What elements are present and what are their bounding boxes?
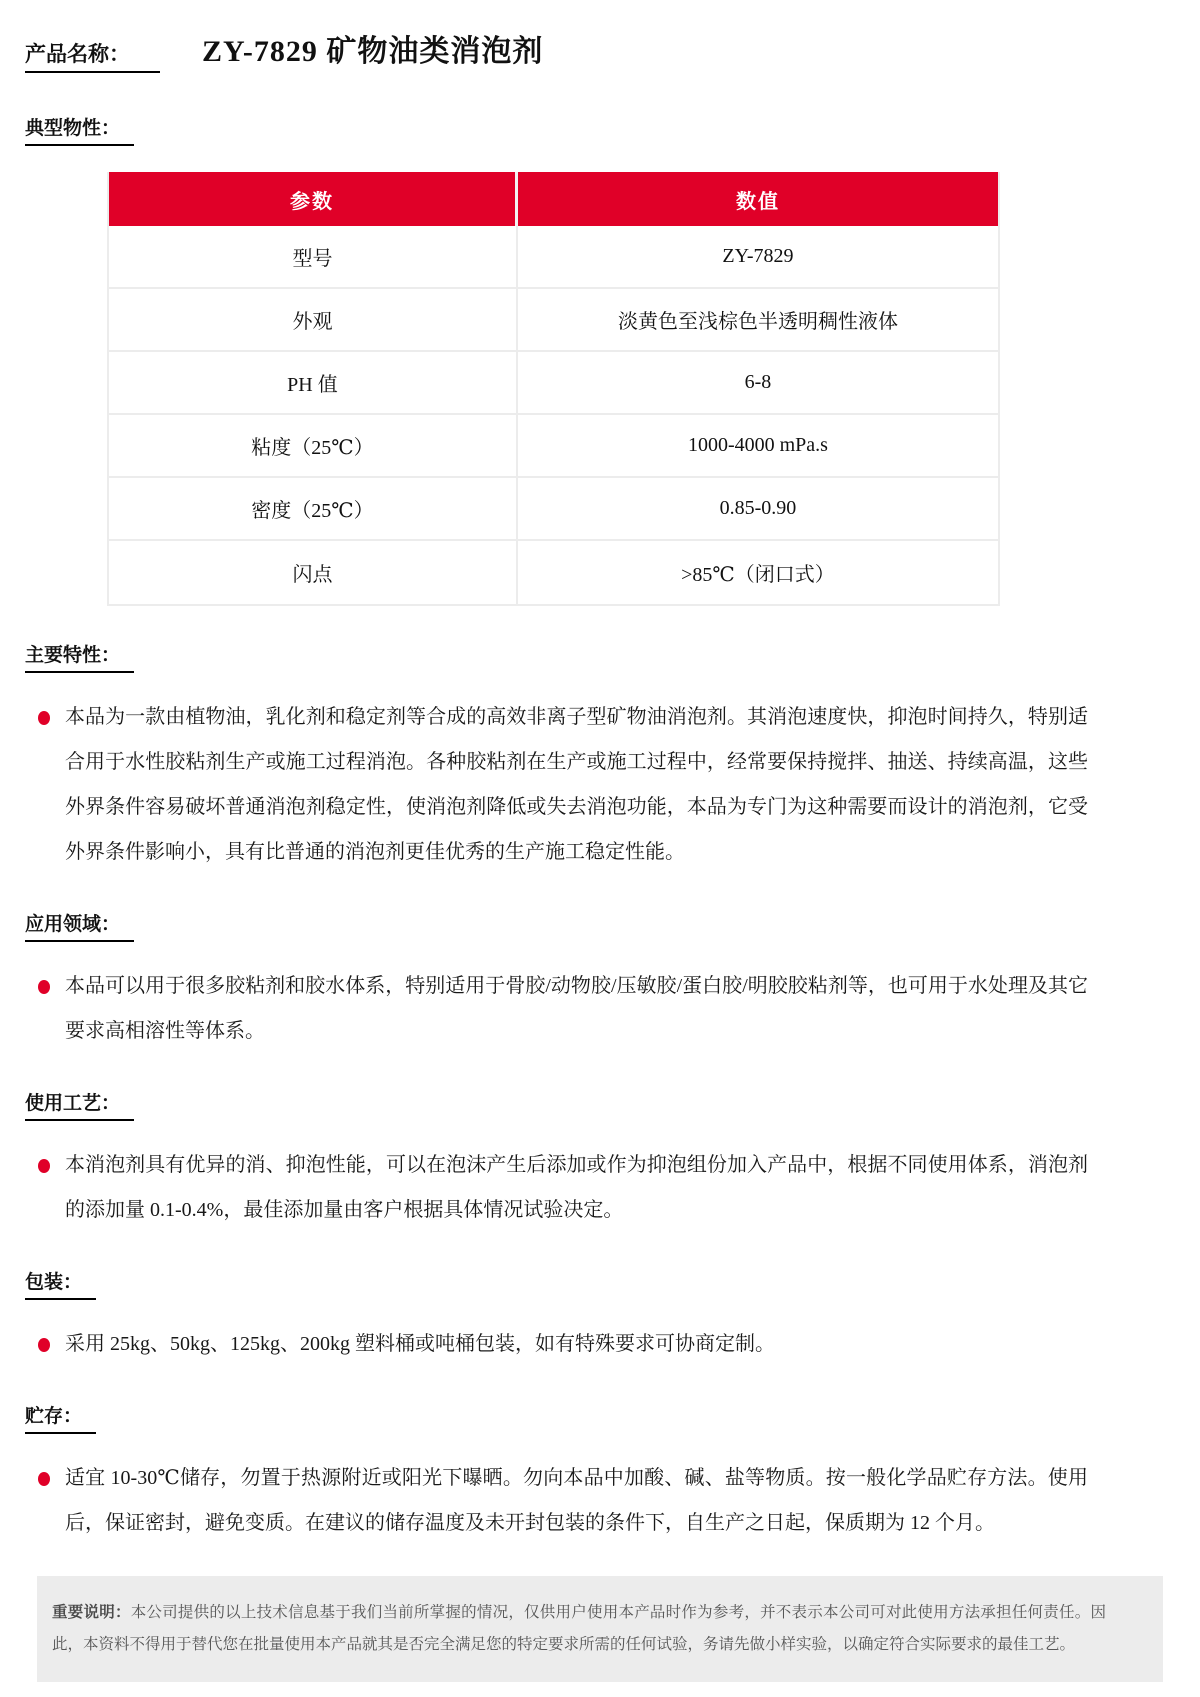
section-heading-packaging bbox=[25, 1267, 1200, 1300]
bullet-item bbox=[38, 1322, 1088, 1367]
product-label: 产品名称： bbox=[25, 38, 160, 73]
bullet-item bbox=[38, 1456, 1088, 1546]
bullet-text: 本品为一款由植物油，乳化剂和稳定剂等合成的高效非离子型矿物油消泡剂。其消泡速度快，抑泡时间持久，特别适合用于水性胶粘剂生产或施工过程消泡。各种胶粘剂在生产或施工过程中，经常要保持搅拌、抽送、持续高温，这些外界条件容易破坏普通消泡剂稳定性，使消泡剂降低或失去消泡功能，本品为专门为这种需要而设计的消泡剂，它受外界条件影响小，具有比普通的消泡剂更佳优秀的生产施工稳定性能。 bbox=[65, 706, 1088, 863]
bullet-item bbox=[38, 1143, 1088, 1233]
section-heading-main-features bbox=[25, 640, 1200, 673]
bullet-text: 适宜 10-30℃储存，勿置于热源附近或阳光下曝晒。勿向本品中加酸、碱、盐等物质。按一般化学品贮存方法。使用后，保证密封，避免变质。在建议的储存温度及未开封包装的条件下，自生产之日起，保质期为 12 个月。 bbox=[65, 1467, 1088, 1534]
bullet-text: 本品可以用于很多胶粘剂和胶水体系，特别适用于骨胶/动物胶/压敏胶/蛋白胶/明胶胶粘剂等，也可用于水处理及其它要求高相溶性等体系。 bbox=[65, 975, 1088, 1042]
bullet-dot-icon bbox=[38, 711, 50, 725]
table-cell-param: 粘度（25℃） bbox=[109, 415, 518, 478]
bullet-item bbox=[38, 964, 1088, 1054]
section-heading-label: 包装： bbox=[25, 1267, 96, 1300]
table-row bbox=[109, 415, 998, 478]
table-cell-value: 1000-4000 mPa.s bbox=[518, 415, 998, 478]
bullet-item bbox=[38, 695, 1088, 875]
bullet-dot-icon bbox=[38, 1472, 50, 1486]
properties-table bbox=[107, 172, 1000, 606]
bullet-dot-icon bbox=[38, 1338, 50, 1352]
table-cell-param: PH 值 bbox=[109, 352, 518, 415]
table-cell-value: 淡黄色至浅棕色半透明稠性液体 bbox=[518, 289, 998, 352]
section-heading-applications bbox=[25, 909, 1200, 942]
important-note-label: 重要说明： bbox=[52, 1604, 131, 1621]
section-heading-label: 主要特性： bbox=[25, 640, 134, 673]
section-heading-usage bbox=[25, 1088, 1200, 1121]
table-row bbox=[109, 541, 998, 604]
table-row bbox=[109, 226, 998, 289]
section-heading-storage bbox=[25, 1401, 1200, 1434]
section-heading-label: 典型物性： bbox=[25, 113, 134, 146]
section-heading-label: 使用工艺： bbox=[25, 1088, 134, 1121]
table-cell-param: 闪点 bbox=[109, 541, 518, 604]
bullet-dot-icon bbox=[38, 1159, 50, 1173]
table-cell-value: ZY-7829 bbox=[518, 226, 998, 289]
title-row bbox=[25, 26, 1200, 73]
bullet-text: 本消泡剂具有优异的消、抑泡性能，可以在泡沫产生后添加或作为抑泡组份加入产品中，根据不同使用体系，消泡剂的添加量 0.1-0.4%，最佳添加量由客户根据具体情况试验决定。 bbox=[65, 1154, 1088, 1221]
bullet-dot-icon bbox=[38, 980, 50, 994]
table-header-row bbox=[109, 172, 998, 226]
section-heading-typical-properties bbox=[25, 113, 1200, 146]
table-row bbox=[109, 352, 998, 415]
table-header-value: 数值 bbox=[518, 172, 998, 226]
table-cell-param: 外观 bbox=[109, 289, 518, 352]
product-name: ZY-7829 矿物油类消泡剂 bbox=[202, 35, 544, 68]
table-cell-value: 6-8 bbox=[518, 352, 998, 415]
table-row bbox=[109, 289, 998, 352]
important-note-text: 本公司提供的以上技术信息基于我们当前所掌握的情况，仅供用户使用本产品时作为参考，并不表示本公司可对此使用方法承担任何责任。因此，本资料不得用于替代您在批量使用本产品就其是否完全满足您的特定要求所需的任何试验，务请先做小样实验，以确定符合实际要求的最佳工艺。 bbox=[52, 1604, 1106, 1653]
important-note-box bbox=[37, 1576, 1163, 1682]
table-cell-param: 密度（25℃） bbox=[109, 478, 518, 541]
table-cell-param: 型号 bbox=[109, 226, 518, 289]
table-header-param: 参数 bbox=[109, 172, 518, 226]
section-heading-label: 贮存： bbox=[25, 1401, 96, 1434]
bullet-text: 采用 25kg、50kg、125kg、200kg 塑料桶或吨桶包装，如有特殊要求可协商定制。 bbox=[65, 1333, 775, 1355]
table-cell-value: 0.85-0.90 bbox=[518, 478, 998, 541]
section-heading-label: 应用领域： bbox=[25, 909, 134, 942]
table-row bbox=[109, 478, 998, 541]
table-cell-value: >85℃（闭口式） bbox=[518, 541, 998, 604]
